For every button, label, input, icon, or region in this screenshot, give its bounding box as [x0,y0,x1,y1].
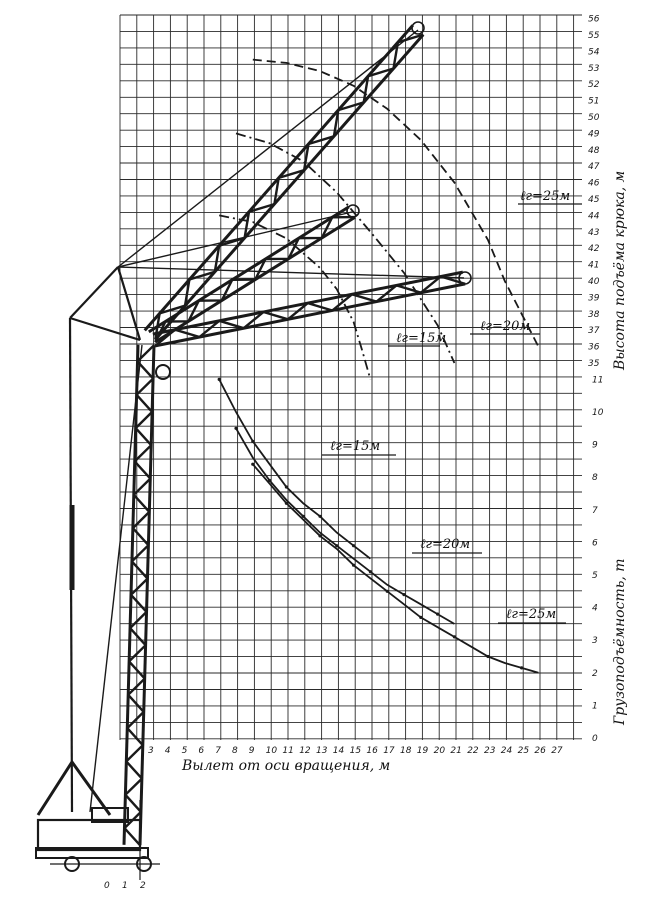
load-point [318,515,321,518]
load-tick-label: 5 [592,571,598,581]
load-point [520,666,523,669]
y-axis-title-height: Высота подъёма крюка, м [612,170,628,370]
load-point [436,613,439,616]
x-tick-label: 18 [400,746,412,756]
guy-line [70,267,118,318]
load-tick-label: 4 [592,603,598,614]
x-tick-label: 11 [282,746,294,756]
guy-line [70,318,140,340]
x-tick-label: 19 [416,746,429,756]
base-tick-label: 1 [122,881,128,891]
load-point [218,378,221,381]
x-tick-label: 23 [484,746,496,756]
label-height-25 [518,189,582,204]
height-tick-label: 41 [588,260,600,271]
load-tick-label: 11 [592,375,604,386]
load-tick-label: 2 [592,668,598,679]
x-tick-label: 8 [232,746,238,756]
curve-label-h25: ℓг=25м [520,189,571,204]
x-axis-title: Вылет от оси вращения, м [182,758,391,774]
label-load-20 [412,537,482,553]
height-tick-label: 56 [588,14,600,25]
height-tick-label: 53 [588,63,600,74]
load-point [251,463,254,466]
x-tick-label: 22 [467,746,479,756]
x-tick-label: 27 [551,746,563,756]
load-tick-label: 1 [592,701,598,712]
x-tick-label: 26 [534,746,546,756]
x-tick-label: 14 [332,746,345,756]
x-tick-label: 10 [265,746,278,756]
y-axis-title-load: Грузоподъёмность, т [612,558,628,725]
height-tick-label: 43 [588,227,600,238]
crane-mast [124,345,154,845]
load-point [386,590,389,593]
guy-line [118,267,464,278]
load-tick-label: 0 [592,734,598,744]
x-tick-label: 7 [215,746,221,756]
x-tick-label: 3 [148,746,154,756]
height-tick-label: 40 [588,277,600,287]
x-tick-label: 21 [450,746,462,756]
x-tick-label: 25 [517,746,530,756]
x-tick-label: 17 [383,746,395,756]
height-tick-label: 36 [588,342,600,353]
load-point [419,616,422,619]
load-point [318,534,321,537]
height-tick-label: 51 [588,96,600,107]
height-tick-label: 52 [588,80,600,91]
height-curve-3 [253,60,539,347]
load-point [453,635,456,638]
load-point [285,485,288,488]
load-point [234,427,237,430]
load-point [369,570,372,573]
boom-25m [145,25,424,339]
load-tick-label: 10 [592,408,604,418]
load-point [352,544,355,547]
curve-label-h15: ℓг=15м [396,331,447,346]
base-tick-label: 0 [104,881,110,891]
height-tick-label: 37 [588,326,600,337]
curve-label-q20: ℓг=20м [420,537,471,552]
load-point [335,544,338,547]
height-tick-label: 48 [588,145,600,156]
load-point [251,440,254,443]
height-tick-label: 39 [588,293,600,304]
load-tick-label: 7 [592,505,598,516]
load-point [402,593,405,596]
load-point [285,502,288,505]
load-curve-2 [236,428,454,624]
height-tick-label: 55 [588,31,600,41]
load-tick-label: 8 [592,473,598,484]
height-curve-2 [236,133,454,363]
height-tick-label: 45 [588,195,600,205]
x-tick-label: 20 [433,746,446,756]
chart-grid [120,15,582,740]
load-tick-label: 3 [592,636,598,647]
load-tick-label: 6 [592,538,598,549]
label-height-20 [470,319,540,334]
height-tick-label: 47 [588,162,600,173]
x-tick-label: 16 [366,746,378,756]
x-tick-label: 9 [248,746,255,756]
x-tick-label: 12 [299,746,311,756]
x-tick-label: 24 [500,746,513,756]
height-tick-label: 50 [588,113,600,123]
height-tick-label: 46 [588,178,600,189]
height-tick-label: 38 [588,309,600,320]
load-curve-1 [219,379,370,558]
label-height-15 [388,331,446,346]
label-load-25 [498,607,566,623]
base-tick-label: 2 [140,881,146,891]
label-load-15 [322,439,396,455]
x-tick-label: 5 [181,746,188,756]
height-tick-label: 49 [588,129,600,140]
guy-line [90,345,142,812]
chart-curves [218,60,539,673]
curve-label-h20: ℓг=20м [480,319,531,334]
x-tick-label: 6 [198,746,205,756]
load-tick-label: 9 [592,440,598,451]
height-tick-label: 35 [588,359,600,369]
height-tick-label: 44 [588,211,600,222]
height-tick-label: 54 [588,47,600,58]
x-tick-label: 15 [349,746,362,756]
load-point [352,564,355,567]
curve-label-q15: ℓг=15м [330,439,381,454]
height-tick-label: 42 [588,244,600,255]
load-point [486,655,489,658]
curve-label-q25: ℓг=25м [506,607,557,622]
x-tick-label: 4 [164,746,171,756]
x-tick-label: 13 [316,746,328,756]
